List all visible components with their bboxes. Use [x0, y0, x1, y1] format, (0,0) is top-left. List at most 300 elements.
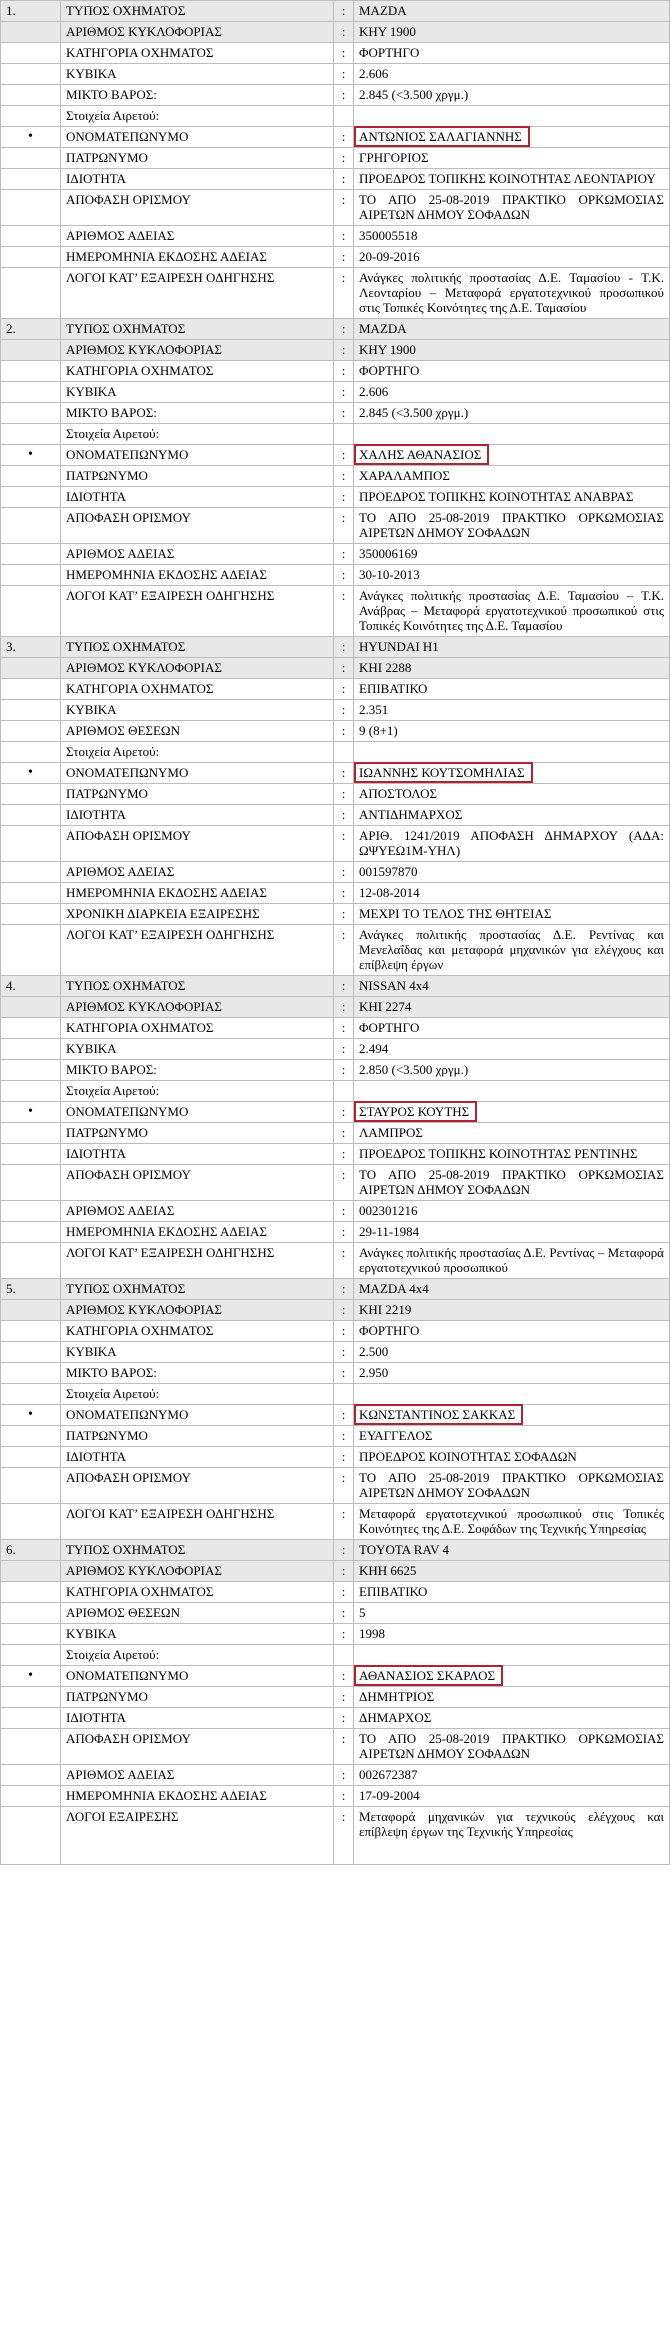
empty-cell: [1, 106, 61, 127]
table-row: [1, 805, 670, 826]
vehicle-number: 6.: [1, 1540, 61, 1561]
separator-colon: :: [334, 1687, 354, 1708]
field-label: Στοιχεία Αιρετού:: [61, 1645, 334, 1666]
highlighted-name: ΣΤΑΥΡΟΣ ΚΟΥΤΗΣ: [354, 1101, 477, 1122]
empty-cell: [1, 1708, 61, 1729]
separator-colon: [334, 1384, 354, 1405]
field-value: MAZDA: [354, 319, 670, 340]
vehicle-header-row: [1, 976, 670, 997]
field-value: ΦΟΡΤΗΓΟ: [354, 1321, 670, 1342]
vehicle-number: 5.: [1, 1279, 61, 1300]
table-row: [1, 106, 670, 127]
field-label: ΜΙΚΤΟ ΒΑΡΟΣ:: [61, 1363, 334, 1384]
separator-colon: :: [334, 190, 354, 226]
field-label: ΗΜΕΡΟΜΗΝΙΑ ΕΚΔΟΣΗΣ ΑΔΕΙΑΣ: [61, 1222, 334, 1243]
empty-cell: [1, 586, 61, 637]
separator-colon: :: [334, 1807, 354, 1865]
name-cell: [354, 1405, 670, 1426]
table-row: [1, 763, 670, 784]
separator-colon: :: [334, 340, 354, 361]
table-row: [1, 190, 670, 226]
separator-colon: :: [334, 1729, 354, 1765]
separator-colon: :: [334, 1708, 354, 1729]
empty-cell: [1, 1018, 61, 1039]
field-label: ΑΠΟΦΑΣΗ ΟΡΙΣΜΟΥ: [61, 1468, 334, 1504]
vehicle-header-row: [1, 1279, 670, 1300]
separator-colon: :: [334, 466, 354, 487]
separator-colon: :: [334, 1123, 354, 1144]
field-value: [354, 742, 670, 763]
separator-colon: :: [334, 1363, 354, 1384]
field-value: ΔΗΜΑΡΧΟΣ: [354, 1708, 670, 1729]
separator-colon: :: [334, 805, 354, 826]
table-row: [1, 565, 670, 586]
table-row: [1, 1624, 670, 1645]
separator-colon: :: [334, 226, 354, 247]
field-label: ΛΟΓΟΙ ΕΞΑΙΡΕΣΗΣ: [61, 1807, 334, 1865]
separator-colon: :: [334, 1039, 354, 1060]
field-label: ΚΥΒΙΚΑ: [61, 382, 334, 403]
field-value: 5: [354, 1603, 670, 1624]
field-value: MAZDA 4x4: [354, 1279, 670, 1300]
field-label: ΑΡΙΘΜΟΣ ΚΥΚΛΟΦΟΡΙΑΣ: [61, 1300, 334, 1321]
vehicle-table-body: [1, 1, 670, 1865]
separator-colon: :: [334, 862, 354, 883]
table-row: [1, 22, 670, 43]
separator-colon: :: [334, 883, 354, 904]
field-value: KHI 2219: [354, 1300, 670, 1321]
field-label: ΤΥΠΟΣ ΟΧΗΜΑΤΟΣ: [61, 1540, 334, 1561]
field-value: 9 (8+1): [354, 721, 670, 742]
field-value: ΛΑΜΠΡΟΣ: [354, 1123, 670, 1144]
field-value: 2.494: [354, 1039, 670, 1060]
field-label: ΚΑΤΗΓΟΡΙΑ ΟΧΗΜΑΤΟΣ: [61, 1018, 334, 1039]
table-row: [1, 904, 670, 925]
empty-cell: [1, 340, 61, 361]
empty-cell: [1, 1807, 61, 1865]
table-row: [1, 1144, 670, 1165]
empty-cell: [1, 1243, 61, 1279]
separator-colon: :: [334, 1060, 354, 1081]
separator-colon: :: [334, 148, 354, 169]
empty-cell: [1, 1426, 61, 1447]
separator-colon: :: [334, 1201, 354, 1222]
separator-colon: :: [334, 1582, 354, 1603]
separator-colon: :: [334, 658, 354, 679]
separator-colon: [334, 1645, 354, 1666]
table-row: [1, 1243, 670, 1279]
table-row: [1, 658, 670, 679]
field-value: ΤΟ ΑΠΟ 25-08-2019 ΠΡΑΚΤΙΚΟ ΟΡΚΩΜΟΣΙΑΣ ΑΙΡΕΤΩΝ ΔΗΜΟΥ ΣΟΦΑΔΩΝ: [354, 1729, 670, 1765]
table-row: [1, 544, 670, 565]
table-row: [1, 997, 670, 1018]
field-label: ΚΥΒΙΚΑ: [61, 700, 334, 721]
table-row: [1, 1018, 670, 1039]
empty-cell: [1, 1786, 61, 1807]
separator-colon: :: [334, 1102, 354, 1123]
field-label: ΜΙΚΤΟ ΒΑΡΟΣ:: [61, 85, 334, 106]
field-value: ΦΟΡΤΗΓΟ: [354, 1018, 670, 1039]
separator-colon: :: [334, 1144, 354, 1165]
field-value: ΤΟ ΑΠΟ 25-08-2019 ΠΡΑΚΤΙΚΟ ΟΡΚΩΜΟΣΙΑΣ ΑΙΡΕΤΩΝ ΔΗΜΟΥ ΣΟΦΑΔΩΝ: [354, 190, 670, 226]
field-label: ΛΟΓΟΙ ΚΑΤ’ ΕΞΑΙΡΕΣΗ ΟΔΗΓΗΣΗΣ: [61, 1504, 334, 1540]
field-value: ΑΝΤΙΔΗΜΑΡΧΟΣ: [354, 805, 670, 826]
vehicle-header-row: [1, 319, 670, 340]
separator-colon: :: [334, 1561, 354, 1582]
empty-cell: [1, 466, 61, 487]
name-cell: [354, 1102, 670, 1123]
table-row: [1, 85, 670, 106]
table-row: [1, 586, 670, 637]
empty-cell: [1, 190, 61, 226]
field-label: ΑΡΙΘΜΟΣ ΑΔΕΙΑΣ: [61, 226, 334, 247]
field-label: ΧΡΟΝΙΚΗ ΔΙΑΡΚΕΙΑ ΕΞΑΙΡΕΣΗΣ: [61, 904, 334, 925]
field-value: [354, 1081, 670, 1102]
table-row: [1, 340, 670, 361]
table-row: [1, 1468, 670, 1504]
separator-colon: :: [334, 64, 354, 85]
empty-cell: [1, 268, 61, 319]
field-value: KHY 1900: [354, 22, 670, 43]
vehicle-number: 3.: [1, 637, 61, 658]
empty-cell: [1, 1321, 61, 1342]
field-value: MAZDA: [354, 1, 670, 22]
table-row: [1, 1582, 670, 1603]
field-label: ΙΔΙΟΤΗΤΑ: [61, 1447, 334, 1468]
field-value: 001597870: [354, 862, 670, 883]
field-label: ΙΔΙΟΤΗΤΑ: [61, 805, 334, 826]
separator-colon: :: [334, 169, 354, 190]
field-value: ΓΡΗΓΟΡΙΟΣ: [354, 148, 670, 169]
field-value: [354, 424, 670, 445]
field-value: ΠΡΟΕΔΡΟΣ ΤΟΠΙΚΗΣ ΚΟΙΝΟΤΗΤΑΣ ΛΕΟΝΤΑΡΙΟΥ: [354, 169, 670, 190]
empty-cell: [1, 1201, 61, 1222]
empty-cell: [1, 1687, 61, 1708]
field-value: ΤΟ ΑΠΟ 25-08-2019 ΠΡΑΚΤΙΚΟ ΟΡΚΩΜΟΣΙΑΣ ΑΙΡΕΤΩΝ ΔΗΜΟΥ ΣΟΦΑΔΩΝ: [354, 1165, 670, 1201]
table-row: [1, 424, 670, 445]
empty-cell: [1, 148, 61, 169]
highlighted-name: ΑΘΑΝΑΣΙΟΣ ΣΚΑΡΛΟΣ: [354, 1665, 503, 1686]
empty-cell: [1, 904, 61, 925]
separator-colon: [334, 424, 354, 445]
vehicle-number: 1.: [1, 1, 61, 22]
field-label: ΠΑΤΡΩΝΥΜΟ: [61, 466, 334, 487]
field-label: ΤΥΠΟΣ ΟΧΗΜΑΤΟΣ: [61, 637, 334, 658]
table-row: [1, 1405, 670, 1426]
table-row: [1, 1165, 670, 1201]
table-row: [1, 679, 670, 700]
field-value: 2.850 (<3.500 χργμ.): [354, 1060, 670, 1081]
empty-cell: [1, 997, 61, 1018]
field-label: ΑΡΙΘΜΟΣ ΚΥΚΛΟΦΟΡΙΑΣ: [61, 340, 334, 361]
separator-colon: :: [334, 1786, 354, 1807]
separator-colon: :: [334, 721, 354, 742]
table-row: [1, 43, 670, 64]
empty-cell: [1, 1582, 61, 1603]
empty-cell: [1, 1765, 61, 1786]
table-row: [1, 466, 670, 487]
separator-colon: :: [334, 127, 354, 148]
separator-colon: :: [334, 85, 354, 106]
table-row: [1, 268, 670, 319]
field-label: ΠΑΤΡΩΝΥΜΟ: [61, 148, 334, 169]
separator-colon: [334, 1081, 354, 1102]
field-label: ΚΥΒΙΚΑ: [61, 1039, 334, 1060]
table-row: [1, 169, 670, 190]
separator-colon: :: [334, 319, 354, 340]
empty-cell: [1, 565, 61, 586]
table-row: [1, 1504, 670, 1540]
table-row: [1, 925, 670, 976]
field-value: 350006169: [354, 544, 670, 565]
vehicle-number: 4.: [1, 976, 61, 997]
field-value: 17-09-2004: [354, 1786, 670, 1807]
separator-colon: :: [334, 826, 354, 862]
table-row: [1, 1447, 670, 1468]
field-label: ΟΝΟΜΑΤΕΠΩΝΥΜΟ: [61, 1405, 334, 1426]
field-value: Μεταφορά εργατοτεχνικού προσωπικού στις Τοπικές Κοινότητες της Δ.Ε. Σοφάδων της Τεχνικής Υπηρεσίας: [354, 1504, 670, 1540]
highlighted-name: ΙΩΑΝΝΗΣ ΚΟΥΤΣΟΜΗΛΙΑΣ: [354, 762, 533, 783]
separator-colon: :: [334, 43, 354, 64]
empty-cell: [1, 247, 61, 268]
table-row: [1, 1201, 670, 1222]
table-row: [1, 1222, 670, 1243]
table-row: [1, 247, 670, 268]
field-label: ΤΥΠΟΣ ΟΧΗΜΑΤΟΣ: [61, 976, 334, 997]
field-value: [354, 106, 670, 127]
table-row: [1, 1786, 670, 1807]
empty-cell: [1, 658, 61, 679]
field-value: 2.950: [354, 1363, 670, 1384]
table-row: [1, 1687, 670, 1708]
field-value: ΑΠΟΣΤΟΛΟΣ: [354, 784, 670, 805]
empty-cell: [1, 1624, 61, 1645]
empty-cell: [1, 1123, 61, 1144]
field-value: Μεταφορά μηχανικών για τεχνικούς ελέγχους και επίβλεψη έργων της Τεχνικής Υπηρεσίας: [354, 1807, 670, 1865]
separator-colon: :: [334, 679, 354, 700]
name-cell: [354, 127, 670, 148]
separator-colon: :: [334, 1018, 354, 1039]
field-value: KHY 1900: [354, 340, 670, 361]
empty-cell: [1, 1603, 61, 1624]
field-label: ΑΠΟΦΑΣΗ ΟΡΙΣΜΟΥ: [61, 190, 334, 226]
field-value: 2.606: [354, 64, 670, 85]
field-label: ΜΙΚΤΟ ΒΑΡΟΣ:: [61, 403, 334, 424]
empty-cell: [1, 1729, 61, 1765]
empty-cell: [1, 1342, 61, 1363]
name-cell: [354, 763, 670, 784]
empty-cell: [1, 508, 61, 544]
bullet-icon: •: [1, 1405, 61, 1426]
table-row: [1, 883, 670, 904]
field-value: ΜΕΧΡΙ ΤΟ ΤΕΛΟΣ ΤΗΣ ΘΗΤΕΙΑΣ: [354, 904, 670, 925]
table-row: [1, 1060, 670, 1081]
field-value: 1998: [354, 1624, 670, 1645]
separator-colon: :: [334, 976, 354, 997]
highlighted-name: ΧΑΛΗΣ ΑΘΑΝΑΣΙΟΣ: [354, 444, 489, 465]
separator-colon: :: [334, 1666, 354, 1687]
field-label: ΟΝΟΜΑΤΕΠΩΝΥΜΟ: [61, 445, 334, 466]
field-value: ΦΟΡΤΗΓΟ: [354, 43, 670, 64]
field-value: 002301216: [354, 1201, 670, 1222]
field-label: ΤΥΠΟΣ ΟΧΗΜΑΤΟΣ: [61, 1279, 334, 1300]
separator-colon: :: [334, 403, 354, 424]
table-row: [1, 361, 670, 382]
vehicle-header-row: [1, 637, 670, 658]
separator-colon: :: [334, 997, 354, 1018]
table-row: [1, 508, 670, 544]
empty-cell: [1, 382, 61, 403]
separator-colon: :: [334, 925, 354, 976]
field-value: ΦΟΡΤΗΓΟ: [354, 361, 670, 382]
field-value: ΑΡΙΘ. 1241/2019 ΑΠΟΦΑΣΗ ΔΗΜΑΡΧΟΥ (ΑΔΑ: ΩΨΥΕΩ1Μ-ΥΗΛ): [354, 826, 670, 862]
empty-cell: [1, 424, 61, 445]
table-row: [1, 487, 670, 508]
empty-cell: [1, 1144, 61, 1165]
separator-colon: :: [334, 784, 354, 805]
separator-colon: :: [334, 565, 354, 586]
field-label: ΑΠΟΦΑΣΗ ΟΡΙΣΜΟΥ: [61, 1729, 334, 1765]
table-row: [1, 1645, 670, 1666]
table-row: [1, 1300, 670, 1321]
field-label: ΑΠΟΦΑΣΗ ΟΡΙΣΜΟΥ: [61, 1165, 334, 1201]
separator-colon: :: [334, 247, 354, 268]
field-label: Στοιχεία Αιρετού:: [61, 424, 334, 445]
field-label: ΤΥΠΟΣ ΟΧΗΜΑΤΟΣ: [61, 319, 334, 340]
separator-colon: :: [334, 586, 354, 637]
empty-cell: [1, 544, 61, 565]
bullet-icon: •: [1, 1666, 61, 1687]
table-row: [1, 1561, 670, 1582]
field-value: NISSAN 4x4: [354, 976, 670, 997]
separator-colon: :: [334, 1765, 354, 1786]
bullet-icon: •: [1, 127, 61, 148]
separator-colon: :: [334, 1504, 354, 1540]
empty-cell: [1, 361, 61, 382]
field-value: 29-11-1984: [354, 1222, 670, 1243]
separator-colon: :: [334, 637, 354, 658]
field-value: ΕΠΙΒΑΤΙΚΟ: [354, 1582, 670, 1603]
table-row: [1, 1102, 670, 1123]
empty-cell: [1, 169, 61, 190]
field-label: ΟΝΟΜΑΤΕΠΩΝΥΜΟ: [61, 763, 334, 784]
field-value: Ανάγκες πολιτικής προστασίας Δ.Ε. Ταμασίου – Τ.Κ. Ανάβρας – Μεταφορά εργατοτεχνικού προσωπικού στις Τοπικές Κοινότητες της Δ.Ε. Ταμασίου: [354, 586, 670, 637]
table-row: [1, 721, 670, 742]
field-label: ΑΡΙΘΜΟΣ ΚΥΚΛΟΦΟΡΙΑΣ: [61, 997, 334, 1018]
field-value: ΠΡΟΕΔΡΟΣ ΤΟΠΙΚΗΣ ΚΟΙΝΟΤΗΤΑΣ ΡΕΝΤΙΝΗΣ: [354, 1144, 670, 1165]
highlighted-name: ΚΩΝΣΤΑΝΤΙΝΟΣ ΣΑΚΚΑΣ: [354, 1404, 523, 1425]
empty-cell: [1, 403, 61, 424]
empty-cell: [1, 1447, 61, 1468]
separator-colon: :: [334, 487, 354, 508]
field-label: ΟΝΟΜΑΤΕΠΩΝΥΜΟ: [61, 127, 334, 148]
empty-cell: [1, 1300, 61, 1321]
field-label: ΚΑΤΗΓΟΡΙΑ ΟΧΗΜΑΤΟΣ: [61, 1582, 334, 1603]
table-row: [1, 742, 670, 763]
field-value: KHI 2274: [354, 997, 670, 1018]
field-value: 2.500: [354, 1342, 670, 1363]
empty-cell: [1, 721, 61, 742]
field-value: KHI 2288: [354, 658, 670, 679]
separator-colon: [334, 742, 354, 763]
empty-cell: [1, 826, 61, 862]
vehicle-header-row: [1, 1, 670, 22]
field-label: ΙΔΙΟΤΗΤΑ: [61, 169, 334, 190]
empty-cell: [1, 43, 61, 64]
table-row: [1, 1384, 670, 1405]
field-value: KHH 6625: [354, 1561, 670, 1582]
field-value: 2.845 (<3.500 χργμ.): [354, 403, 670, 424]
field-label: ΠΑΤΡΩΝΥΜΟ: [61, 1123, 334, 1144]
table-row: [1, 445, 670, 466]
table-row: [1, 1342, 670, 1363]
empty-cell: [1, 742, 61, 763]
highlighted-name: ΑΝΤΩΝΙΟΣ ΣΑΛΑΓΙΑΝΝΗΣ: [354, 126, 530, 147]
field-label: ΛΟΓΟΙ ΚΑΤ’ ΕΞΑΙΡΕΣΗ ΟΔΗΓΗΣΗΣ: [61, 586, 334, 637]
field-label: ΗΜΕΡΟΜΗΝΙΑ ΕΚΔΟΣΗΣ ΑΔΕΙΑΣ: [61, 247, 334, 268]
field-label: ΑΡΙΘΜΟΣ ΑΔΕΙΑΣ: [61, 1201, 334, 1222]
table-row: [1, 1321, 670, 1342]
empty-cell: [1, 1504, 61, 1540]
field-value: Ανάγκες πολιτικής προστασίας Δ.Ε. Ταμασίου - Τ.Κ. Λεονταρίου – Μεταφορά εργατοτεχνικού προσωπικού στις Τοπικές Κοινότητες της Δ.Ε. Ταμασίου: [354, 268, 670, 319]
field-label: Στοιχεία Αιρετού:: [61, 106, 334, 127]
field-value: Ανάγκες πολιτικής προστασίας Δ.Ε. Ρεντίνας και Μενελαΐδας και μεταφορά μηχανικών για ελέγχους και επίβλεψη έργων: [354, 925, 670, 976]
separator-colon: :: [334, 361, 354, 382]
name-cell: [354, 445, 670, 466]
empty-cell: [1, 1468, 61, 1504]
table-row: [1, 382, 670, 403]
field-value: ΔΗΜΗΤΡΙΟΣ: [354, 1687, 670, 1708]
table-row: [1, 64, 670, 85]
separator-colon: :: [334, 763, 354, 784]
empty-cell: [1, 925, 61, 976]
empty-cell: [1, 700, 61, 721]
table-row: [1, 403, 670, 424]
table-row: [1, 226, 670, 247]
empty-cell: [1, 1645, 61, 1666]
table-row: [1, 1081, 670, 1102]
field-label: ΙΔΙΟΤΗΤΑ: [61, 1144, 334, 1165]
field-label: Στοιχεία Αιρετού:: [61, 1081, 334, 1102]
field-label: ΗΜΕΡΟΜΗΝΙΑ ΕΚΔΟΣΗΣ ΑΔΕΙΑΣ: [61, 565, 334, 586]
empty-cell: [1, 1060, 61, 1081]
field-label: ΚΥΒΙΚΑ: [61, 64, 334, 85]
field-value: 30-10-2013: [354, 565, 670, 586]
empty-cell: [1, 784, 61, 805]
vehicle-number: 2.: [1, 319, 61, 340]
separator-colon: :: [334, 1279, 354, 1300]
table-row: [1, 1603, 670, 1624]
field-label: ΟΝΟΜΑΤΕΠΩΝΥΜΟ: [61, 1102, 334, 1123]
field-label: ΗΜΕΡΟΜΗΝΙΑ ΕΚΔΟΣΗΣ ΑΔΕΙΑΣ: [61, 883, 334, 904]
separator-colon: :: [334, 1426, 354, 1447]
field-label: ΗΜΕΡΟΜΗΝΙΑ ΕΚΔΟΣΗΣ ΑΔΕΙΑΣ: [61, 1786, 334, 1807]
table-row: [1, 784, 670, 805]
table-row: [1, 1765, 670, 1786]
empty-cell: [1, 1363, 61, 1384]
field-label: ΑΡΙΘΜΟΣ ΚΥΚΛΟΦΟΡΙΑΣ: [61, 658, 334, 679]
separator-colon: :: [334, 1405, 354, 1426]
field-label: ΙΔΙΟΤΗΤΑ: [61, 1708, 334, 1729]
empty-cell: [1, 883, 61, 904]
field-value: 12-08-2014: [354, 883, 670, 904]
field-value: 2.351: [354, 700, 670, 721]
empty-cell: [1, 85, 61, 106]
field-label: ΑΡΙΘΜΟΣ ΚΥΚΛΟΦΟΡΙΑΣ: [61, 22, 334, 43]
field-value: TOYOTA RAV 4: [354, 1540, 670, 1561]
empty-cell: [1, 1081, 61, 1102]
field-label: ΙΔΙΟΤΗΤΑ: [61, 487, 334, 508]
